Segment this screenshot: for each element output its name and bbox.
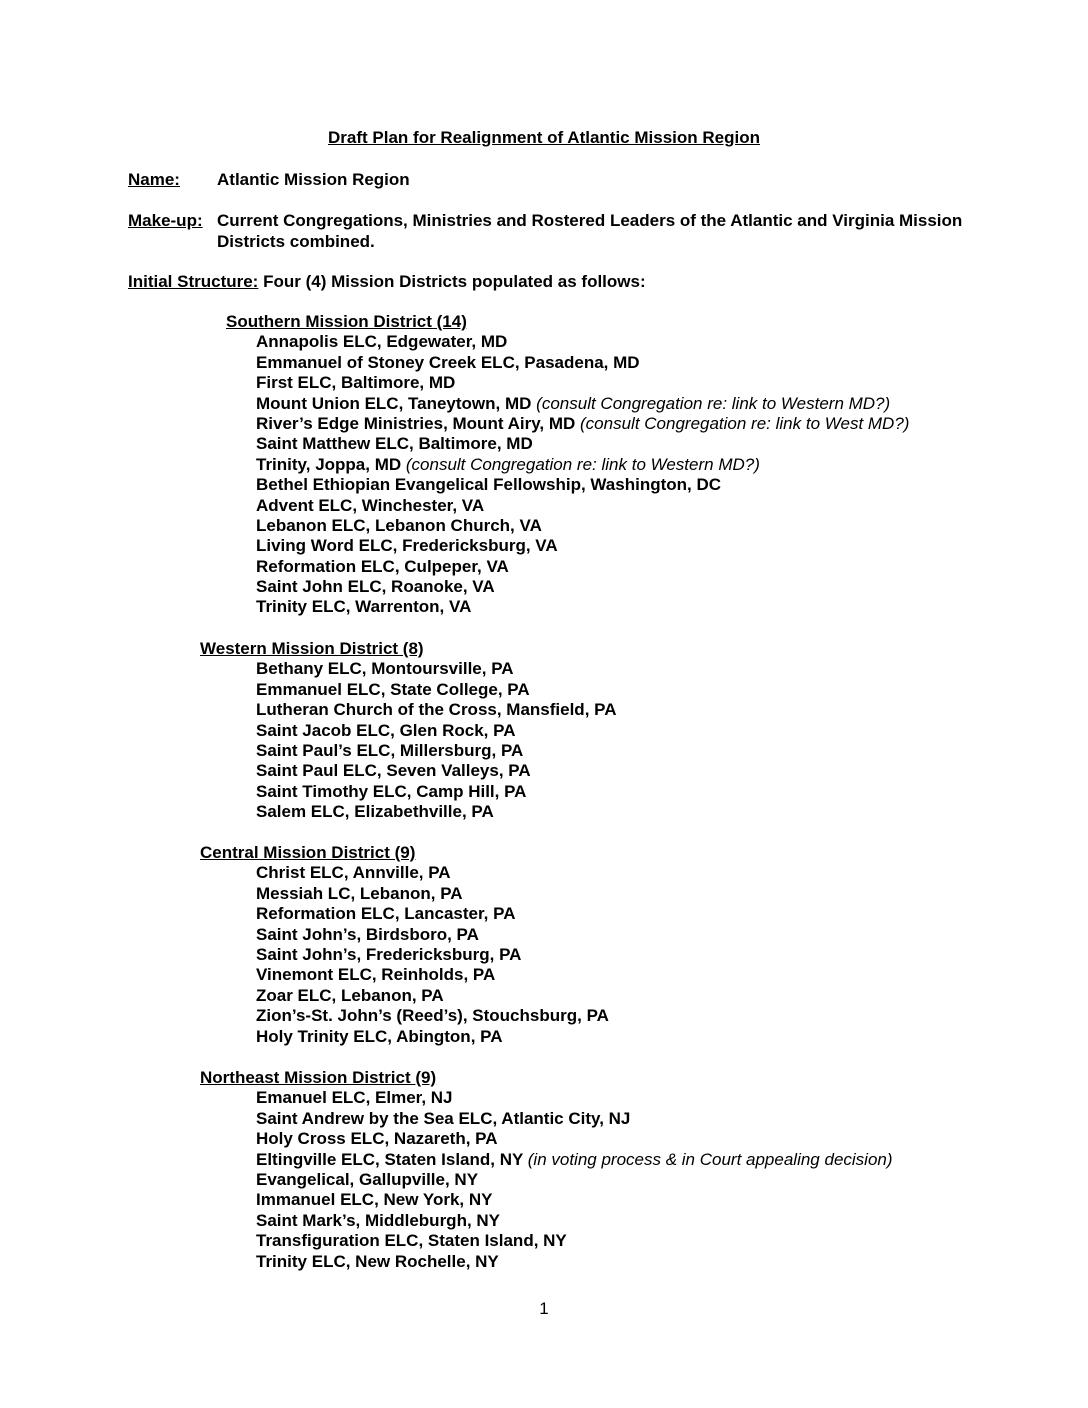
district-central (200, 843, 609, 1047)
congregation-name: Saint Jacob ELC, Glen Rock, PA (256, 720, 516, 740)
congregation-entry (256, 597, 909, 617)
makeup-field (128, 210, 963, 251)
congregation-name: Reformation ELC, Culpeper, VA (256, 556, 509, 576)
congregation-name: Zion’s-St. John’s (Reed’s), Stouchsburg, PA (256, 1006, 609, 1026)
congregation-entry (256, 1129, 893, 1149)
congregation-note: (consult Congregation re: link to Western MD?) (405, 454, 760, 474)
congregation-name: Trinity ELC, Warrenton, VA (256, 597, 472, 617)
congregation-entry (256, 496, 909, 516)
congregation-entry (256, 782, 617, 802)
congregation-name: Saint Matthew ELC, Baltimore, MD (256, 434, 533, 454)
structure-field (128, 271, 646, 292)
congregation-entry (256, 373, 909, 393)
congregation-entry (256, 536, 909, 556)
congregation-entry (256, 1231, 893, 1251)
page-number: 1 (539, 1299, 549, 1318)
congregation-name: Transfiguration ELC, Staten Island, NY (256, 1231, 567, 1251)
congregation-entry (256, 1150, 893, 1170)
congregation-entry (256, 1006, 609, 1026)
congregation-name: Saint John’s, Fredericksburg, PA (256, 944, 522, 964)
structure-label: Initial Structure: (128, 272, 259, 291)
congregation-name: Christ ELC, Annville, PA (256, 863, 451, 883)
congregation-entry (256, 557, 909, 577)
congregation-entry (256, 884, 609, 904)
congregation-entry (256, 741, 617, 761)
congregation-entry (256, 1190, 893, 1210)
congregation-list (226, 332, 909, 617)
congregation-list (200, 1088, 893, 1272)
congregation-name: Annapolis ELC, Edgewater, MD (256, 332, 508, 352)
congregation-entry (256, 394, 909, 414)
name-field (128, 169, 410, 190)
congregation-entry (256, 434, 909, 454)
congregation-entry (256, 863, 609, 883)
congregation-entry (256, 1170, 893, 1190)
congregation-entry (256, 761, 617, 781)
congregation-name: Mount Union ELC, Taneytown, MD (256, 393, 532, 413)
congregation-name: Saint Paul’s ELC, Millersburg, PA (256, 740, 524, 760)
congregation-name: Vinemont ELC, Reinholds, PA (256, 965, 496, 985)
makeup-value: Current Congregations, Ministries and Rostered Leaders of the Atlantic and Virginia Mission Districts combined. (217, 211, 963, 251)
congregation-entry (256, 680, 617, 700)
congregation-name: Eltingville ELC, Staten Island, NY (256, 1149, 524, 1169)
congregation-name: Evangelical, Gallupville, NY (256, 1169, 479, 1189)
congregation-name: Saint Mark’s, Middleburgh, NY (256, 1210, 501, 1230)
congregation-name: River’s Edge Ministries, Mount Airy, MD (256, 413, 576, 433)
district-title: Southern Mission District (14) (226, 312, 467, 331)
congregation-name: Immanuel ELC, New York, NY (256, 1190, 493, 1210)
congregation-list (200, 659, 617, 822)
congregation-name: Holy Trinity ELC, Abington, PA (256, 1026, 503, 1046)
congregation-entry (256, 700, 617, 720)
district-title: Western Mission District (8) (200, 639, 424, 658)
district-southern (226, 312, 909, 618)
congregation-entry (256, 659, 617, 679)
makeup-label: Make-up: (128, 211, 203, 230)
congregation-list (200, 863, 609, 1047)
name-value: Atlantic Mission Region (217, 170, 410, 189)
congregation-name: Reformation ELC, Lancaster, PA (256, 904, 516, 924)
congregation-name: Salem ELC, Elizabethville, PA (256, 802, 494, 822)
congregation-name: Advent ELC, Winchester, VA (256, 495, 485, 515)
congregation-name: Bethel Ethiopian Evangelical Fellowship, Washington, DC (256, 475, 722, 495)
congregation-name: Living Word ELC, Fredericksburg, VA (256, 536, 558, 556)
district-northeast (200, 1068, 893, 1272)
congregation-name: Saint Andrew by the Sea ELC, Atlantic City, NJ (256, 1108, 631, 1128)
congregation-name: Zoar ELC, Lebanon, PA (256, 985, 444, 1005)
document-title: Draft Plan for Realignment of Atlantic Mission Region (328, 128, 760, 147)
congregation-entry (256, 1109, 893, 1129)
congregation-entry (256, 1211, 893, 1231)
congregation-name: Bethany ELC, Montoursville, PA (256, 659, 514, 679)
district-title: Central Mission District (9) (200, 843, 416, 862)
congregation-name: Trinity, Joppa, MD (256, 454, 402, 474)
congregation-entry (256, 353, 909, 373)
congregation-entry (256, 1027, 609, 1047)
congregation-entry (256, 965, 609, 985)
congregation-entry (256, 475, 909, 495)
structure-value: Four (4) Mission Districts populated as follows: (263, 272, 646, 291)
congregation-entry (256, 721, 617, 741)
congregation-entry (256, 577, 909, 597)
congregation-entry (256, 1088, 893, 1108)
congregation-name: Lebanon ELC, Lebanon Church, VA (256, 515, 542, 535)
district-title: Northeast Mission District (9) (200, 1068, 437, 1087)
congregation-entry (256, 986, 609, 1006)
congregation-name: Saint John ELC, Roanoke, VA (256, 577, 495, 597)
congregation-entry (256, 414, 909, 434)
congregation-entry (256, 455, 909, 475)
congregation-note: (consult Congregation re: link to Western MD?) (536, 393, 891, 413)
district-western (200, 639, 617, 823)
congregation-name: First ELC, Baltimore, MD (256, 373, 456, 393)
congregation-entry (256, 904, 609, 924)
congregation-entry (256, 925, 609, 945)
congregation-name: Emanuel ELC, Elmer, NJ (256, 1088, 453, 1108)
congregation-entry (256, 516, 909, 536)
congregation-entry (256, 1252, 893, 1272)
congregation-entry (256, 802, 617, 822)
congregation-entry (256, 332, 909, 352)
congregation-name: Holy Cross ELC, Nazareth, PA (256, 1129, 498, 1149)
congregation-note: (in voting process & in Court appealing decision) (527, 1149, 893, 1169)
congregation-name: Lutheran Church of the Cross, Mansfield, PA (256, 700, 617, 720)
congregation-name: Messiah LC, Lebanon, PA (256, 883, 463, 903)
congregation-name: Saint Paul ELC, Seven Valleys, PA (256, 761, 531, 781)
name-label: Name: (128, 170, 180, 189)
congregation-name: Emmanuel ELC, State College, PA (256, 679, 530, 699)
congregation-name: Trinity ELC, New Rochelle, NY (256, 1251, 499, 1271)
congregation-name: Emmanuel of Stoney Creek ELC, Pasadena, MD (256, 352, 640, 372)
congregation-entry (256, 945, 609, 965)
congregation-name: Saint Timothy ELC, Camp Hill, PA (256, 781, 527, 801)
congregation-note: (consult Congregation re: link to West MD?) (580, 413, 910, 433)
congregation-name: Saint John’s, Birdsboro, PA (256, 924, 479, 944)
